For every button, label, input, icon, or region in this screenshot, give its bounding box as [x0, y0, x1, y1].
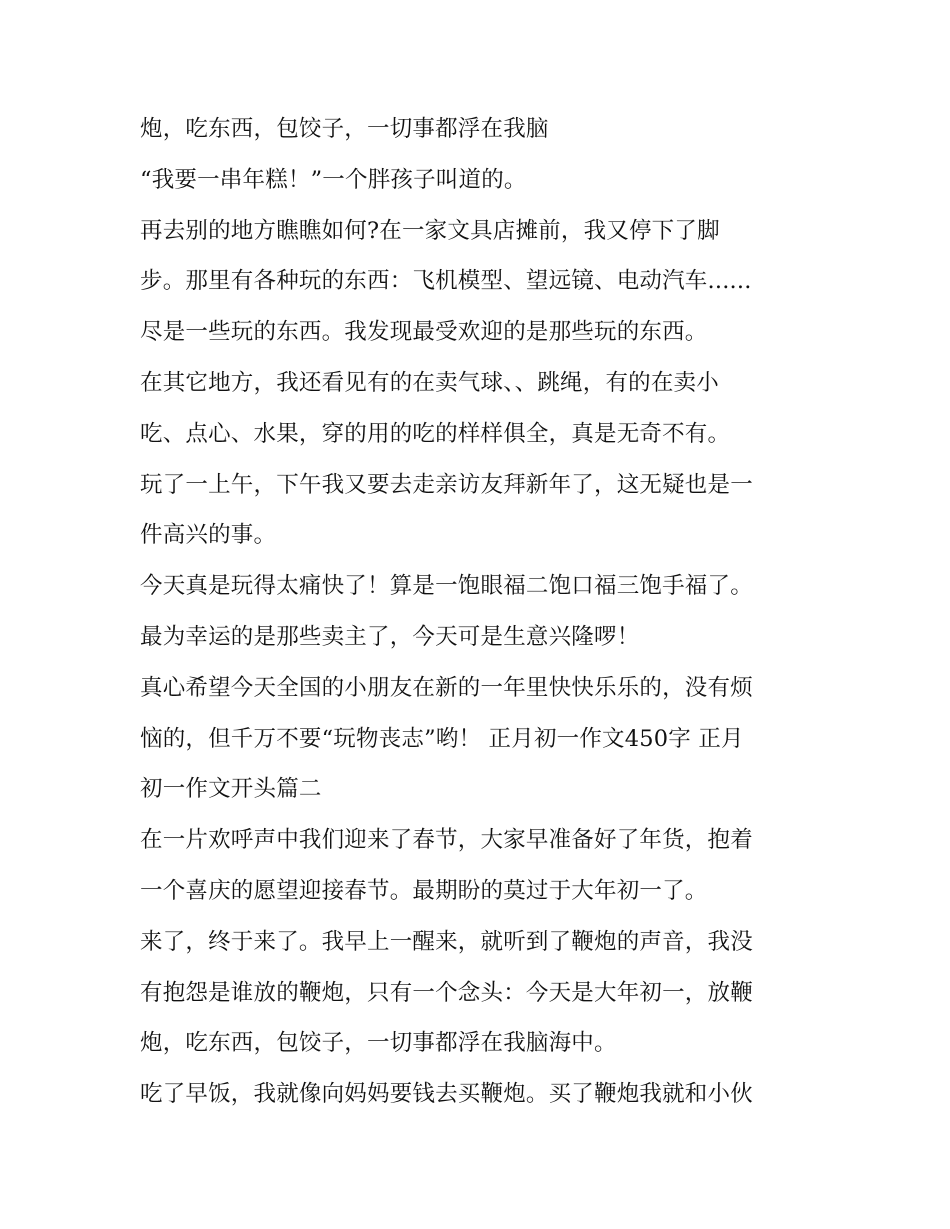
text-line: 吃、点心、水果，穿的用的吃的样样俱全，真是无奇不有。 — [140, 420, 731, 447]
text-line: 今天真是玩得太痛快了！算是一饱眼福二饱口福三饱手福了。 — [140, 573, 753, 600]
text-line: 一个喜庆的愿望迎接春节。最期盼的莫过于大年初一了。 — [140, 877, 708, 904]
text-line: 步。那里有各种玩的东西：飞机模型、望远镜、电动汽车...... — [140, 268, 752, 295]
text-line: 恼的，但千万不要“玩物丧志”哟！ 正月初一作文450字 正月 — [140, 725, 744, 752]
text-line: 再去别的地方瞧瞧如何?在一家文具店摊前，我又停下了脚 — [140, 217, 720, 244]
text-line: 最为幸运的是那些卖主了，今天可是生意兴隆啰！ — [140, 623, 640, 650]
text-line: 在其它地方，我还看见有的在卖气球、、跳绳，有的在卖小 — [140, 369, 719, 396]
text-line: 吃了早饭，我就像向妈妈要钱去买鞭炮。买了鞭炮我就和小伙 — [140, 1081, 753, 1108]
text-line: 在一片欢呼声中我们迎来了春节，大家早准备好了年货，抱着 — [140, 827, 753, 854]
text-line: 真心希望今天全国的小朋友在新的一年里快快乐乐的，没有烦 — [140, 674, 753, 701]
text-line: 玩了一上午，下午我又要去走亲访友拜新年了，这无疑也是一 — [140, 471, 753, 498]
text-line: 炮，吃东西，包饺子，一切事都浮在我脑 — [140, 116, 549, 142]
text-line: 尽是一些玩的东西。我发现最受欢迎的是那些玩的东西。 — [140, 319, 708, 346]
text-line: 初一作文开头篇二 — [140, 776, 322, 803]
text-line: 炮，吃东西，包饺子，一切事都浮在我脑海中。 — [140, 1030, 617, 1057]
essay-text — [140, 110, 820, 1126]
text-line: 件高兴的事。 — [140, 522, 277, 549]
text-line: “我要一串年糕！”一个胖孩子叫道的。 — [140, 166, 527, 193]
text-line: 有抱怨是谁放的鞭炮，只有一个念头：今天是大年初一，放鞭 — [140, 979, 753, 1006]
text-line: 来了，终于来了。我早上一醒来，就听到了鞭炮的声音，我没 — [140, 928, 753, 955]
